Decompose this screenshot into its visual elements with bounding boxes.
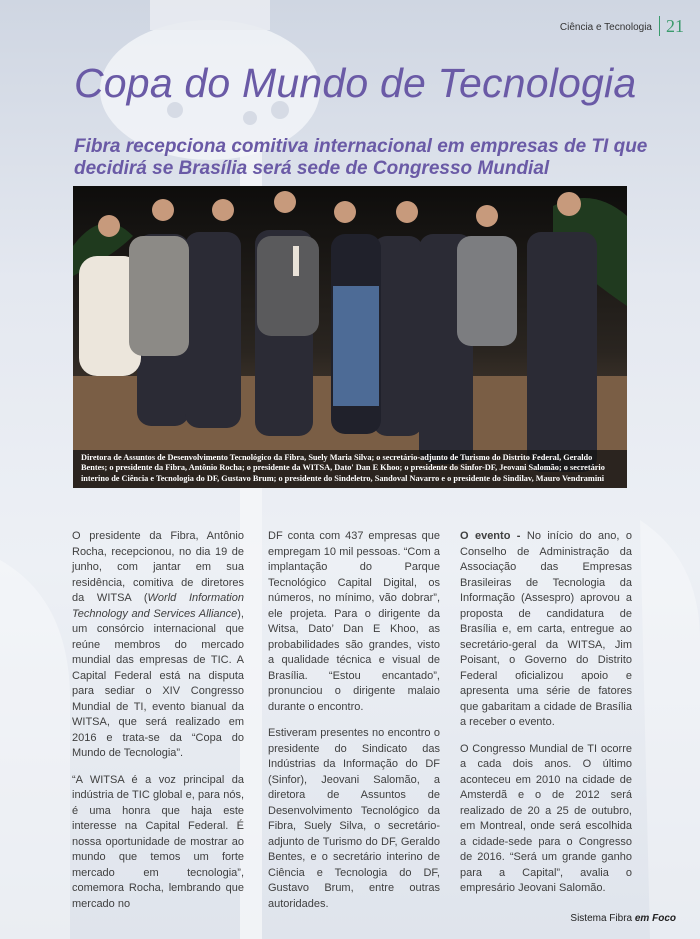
article-title: Copa do Mundo de Tecnologia xyxy=(74,60,637,106)
publication-name: Sistema Fibra xyxy=(570,913,633,924)
text: No início do ano, o Conselho de Administração da Associação das Empresas Brasileiras de Tecnologia da Informação (Assespro) aprovou a proposta de candidatura de Brasília e, em carta, entregue ao secretário-geral da WITSA, Jim Poisant, o Governo do Distrito Federal oficializou apoio e apresenta uma série de fatores que gabaritam a cidade de Brasília a receber o evento. xyxy=(460,530,632,728)
section-label: Ciência e Tecnologia xyxy=(559,22,652,33)
text: ), um consórcio internacional que reúne membros do mercado mundial das empresas de TIC. A Capital Federal está na disputa para sediar o XIV Congresso Mundial de TI, evento bianual da WITSA, que será realizado em 2016 e trata-se da “Copa do Mundo de Tecnologia”. xyxy=(72,607,244,759)
paragraph: DF conta com 437 empresas que empregam 10 mil pessoas. “Com a implantação do Parque Tecnológico Capital Digital, os números, no mínimo, vão dobrar”, ele projeta. Para o dirigente da Witsa, Dato’ Dan E Khoo, as probabilidades são grandes, visto a qualidade técnica e visual de Brasília. “Estou encantado”, pronunciou o dirigente malaio durante o encontro. xyxy=(268,530,440,713)
page-number: 21 xyxy=(659,16,684,36)
paragraph: “A WITSA é a voz principal da indústria de TIC global e, para nós, é uma honra que haja este interesse na Capital Federal. É nossa oportunidade de mostrar ao mundo que temos um forte mercado em tecnologia”, comemora Rocha, lembrando que mercado no xyxy=(72,773,244,910)
paragraph: Estiveram presentes no encontro o presidente do Sindicato das Indústrias da Informação do DF (Sinfor), Jeovani Salomão, a diretora de Assuntos de Desenvolvimento Tecnológico da Fibra, Suely Silva, o secretário-adjunto de Turismo do DF, Geraldo Bentes, e o secretário interino de Ciência e Tecnologia do DF, Gustavo Brum, entre outras autoridades. xyxy=(268,727,440,910)
publication-suffix: em Foco xyxy=(634,913,676,924)
article-column-1 xyxy=(72,529,244,923)
article-column-3 xyxy=(460,529,632,908)
paragraph xyxy=(460,529,632,731)
photo-caption: Diretora de Assuntos de Desenvolvimento Tecnológico da Fibra, Suely Maria Silva; o secretário-adjunto de Turismo do Distrito Federal, Geraldo Bentes; o presidente da Fibra, Antônio Rocha; o presidente da WITSA, Dato' Dan E Khoo; o presidente do Sinfor-DF, Jeovani Salomão; o secretário interino de Ciência e Tecnologia do DF, Gustavo Brum; o presidente do Sindeletro, Sandoval Navarro e o presidente do Sindilav, Mauro Vendramini xyxy=(73,450,627,489)
paragraph: O Congresso Mundial de TI ocorre a cada dois anos. O último aconteceu em 2010 na cidade de Amsterdã e o de 2012 será realizado de 20 a 25 de outubro, em Montreal, onde será escolhida a cidade-sede para o Congresso de 2016. “Será um grande ganho para a Capital”, avalia o empresário Jeovani Salomão. xyxy=(460,742,632,894)
article-column-2 xyxy=(268,529,440,923)
emphasis-text: World Information Technology and Services Alliance xyxy=(72,592,244,620)
group-photo-image xyxy=(73,186,627,488)
footer-publication xyxy=(570,913,676,924)
group-photo xyxy=(73,186,627,488)
text: O presidente da Fibra, Antônio Rocha, recepcionou, no dia 19 de junho, com jantar em sua residência, comitiva de diretores da WITSA ( xyxy=(72,530,244,604)
article-subtitle: Fibra recepciona comitiva internacional em empresas de TI que decidirá se Brasília será sede de Congresso Mundial xyxy=(74,136,648,179)
paragraph xyxy=(72,529,244,762)
lead-in: O evento - xyxy=(460,530,521,542)
